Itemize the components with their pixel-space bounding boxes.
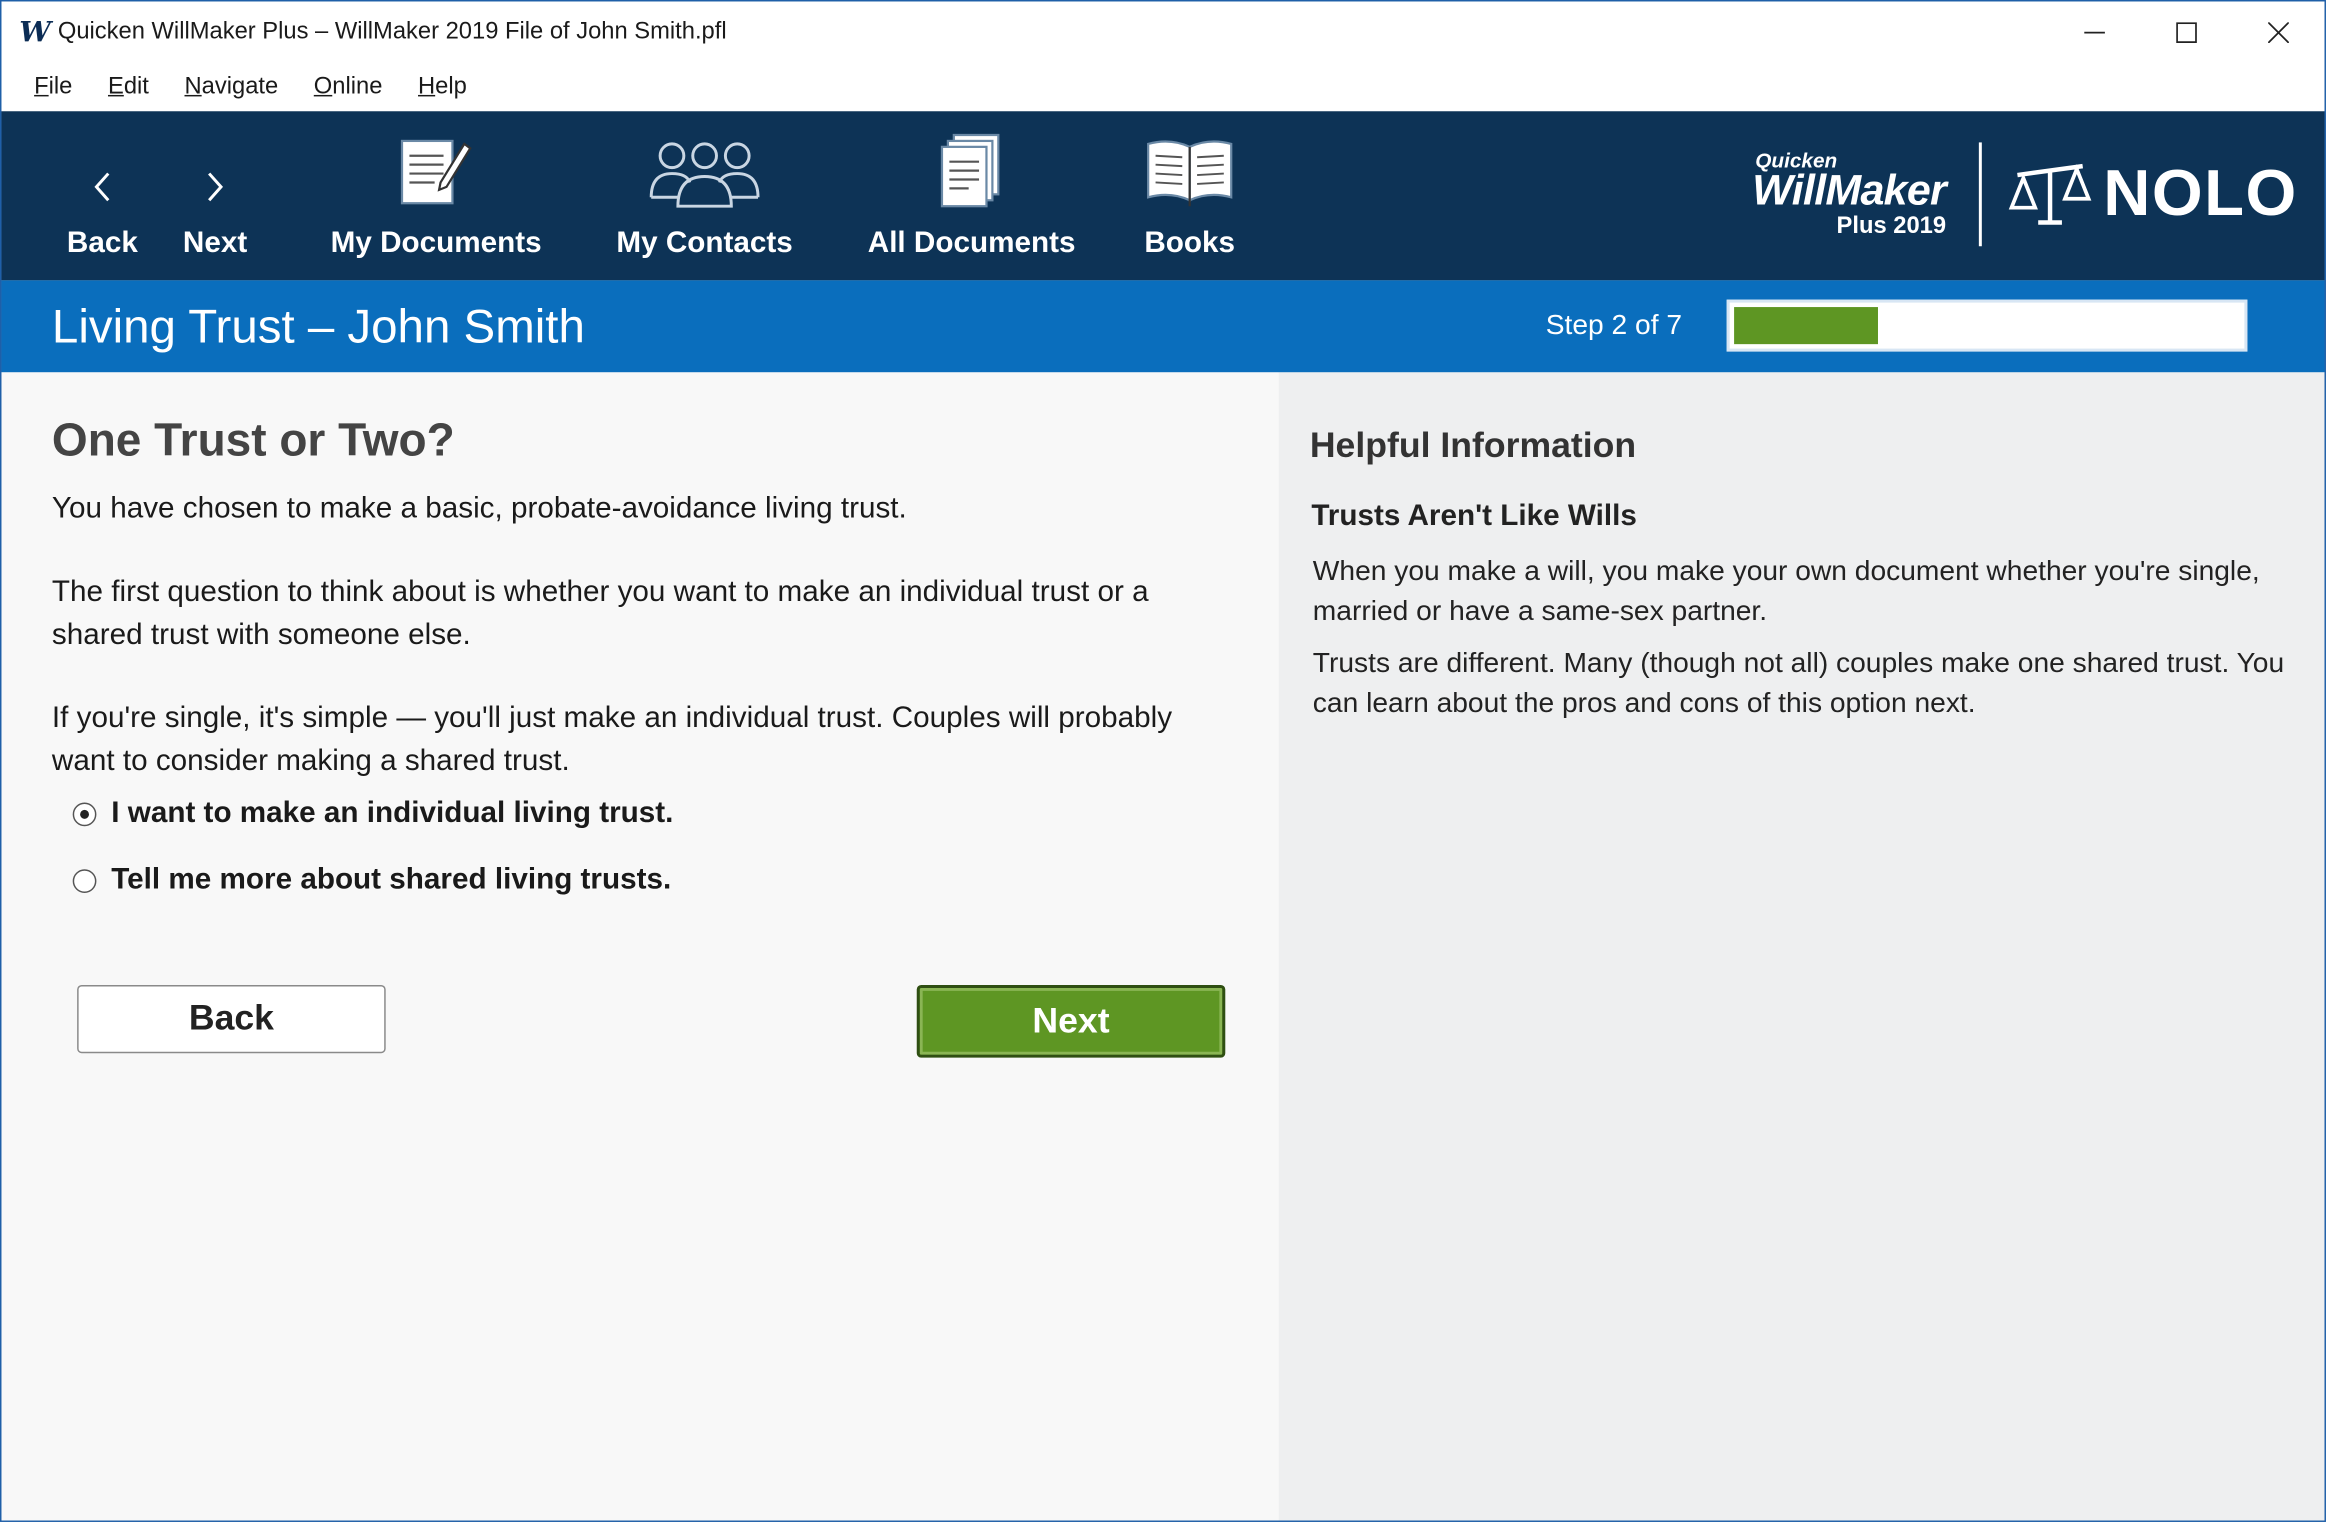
nolo-wordmark: NOLO <box>2103 157 2298 230</box>
scales-icon <box>2008 160 2091 228</box>
menu-edit-key: E <box>107 74 124 100</box>
option-individual-trust[interactable] <box>73 797 674 831</box>
progress-bar <box>1727 300 2248 352</box>
window-controls <box>2049 1 2325 63</box>
menu-navigate-rest: avigate <box>201 74 279 100</box>
toolbar-back-button[interactable] <box>61 111 144 280</box>
toolbar-next-button[interactable] <box>174 111 257 280</box>
question-paragraph: The first question to think about is whether you want to make an individual trust or a shared trust with someone else. <box>51 575 1149 652</box>
help-paragraph: Trusts are different. Many (though not all) couples make one shared trust. You can learn about the pros and cons of this option next. <box>1312 648 2285 720</box>
menu-online-rest: nline <box>332 74 383 100</box>
help-paragraph: When you make a will, you make your own document whether you're single, married or have a same-sex partner. <box>1312 556 2260 628</box>
toolbar-next-label: Next <box>182 226 248 260</box>
toolbar-my-contacts-button[interactable] <box>607 111 803 280</box>
title-bar <box>1 1 2324 63</box>
step-indicator: Step 2 of 7 <box>1545 310 1683 342</box>
help-title: Helpful Information <box>1309 425 1637 466</box>
contacts-icon <box>645 111 764 215</box>
minimize-button[interactable] <box>2049 1 2141 63</box>
radio-button[interactable] <box>73 802 97 826</box>
menu-navigate-key: N <box>184 74 202 100</box>
document-header <box>1 280 2324 372</box>
help-pane <box>1279 372 2326 1522</box>
nolo-logo <box>2008 157 2297 231</box>
progress-bar-fill <box>1734 307 1878 344</box>
help-subtitle: Trusts Aren't Like Wills <box>1311 499 1637 533</box>
menu-help[interactable] <box>400 74 484 101</box>
toolbar-all-documents-button[interactable] <box>862 111 1082 280</box>
toolbar-all-documents-label: All Documents <box>867 226 1076 260</box>
brand-area <box>1752 141 2297 248</box>
content-area <box>1 372 2325 1522</box>
menu-file[interactable] <box>16 74 90 101</box>
menu-help-key: H <box>418 74 436 100</box>
toolbar-books-label: Books <box>1144 226 1236 260</box>
chevron-left-icon <box>88 111 118 215</box>
document-title: Living Trust – John Smith <box>51 299 585 354</box>
willmaker-logo <box>1752 150 1946 239</box>
menu-edit[interactable] <box>90 74 167 101</box>
minimize-icon <box>2084 22 2105 43</box>
maximize-icon <box>2176 22 2197 43</box>
close-button[interactable] <box>2233 1 2325 63</box>
document-edit-icon <box>396 111 476 215</box>
toolbar-my-contacts-label: My Contacts <box>616 226 793 260</box>
question-paragraph: You have chosen to make a basic, probate-avoidance living trust. <box>51 492 907 526</box>
next-button[interactable]: Next <box>917 985 1226 1058</box>
menu-help-rest: elp <box>435 74 467 100</box>
question-paragraph: If you're single, it's simple — you'll just make an individual trust. Couples will probably want to consider making a shared trust. <box>51 701 1173 778</box>
brand-divider <box>1979 142 1982 246</box>
back-button[interactable]: Back <box>77 985 386 1053</box>
main-toolbar <box>1 111 2324 280</box>
menu-navigate[interactable] <box>167 74 296 101</box>
option-shared-trust-info[interactable] <box>73 863 672 897</box>
menu-edit-rest: dit <box>123 74 149 100</box>
menu-bar <box>1 64 2324 111</box>
toolbar-books-button[interactable] <box>1138 111 1242 280</box>
willmaker-wordmark: WillMaker <box>1752 167 1947 216</box>
window-title: Quicken WillMaker Plus – WillMaker 2019 File of John Smith.pfl <box>57 19 727 45</box>
menu-file-rest: ile <box>48 74 73 100</box>
toolbar-my-documents-label: My Documents <box>330 226 542 260</box>
option-label: Tell me more about shared living trusts. <box>111 863 672 896</box>
toolbar-my-documents-button[interactable] <box>322 111 550 280</box>
documents-stack-icon <box>939 111 1004 215</box>
question-title: One Trust or Two? <box>51 413 455 466</box>
close-icon <box>2268 22 2289 43</box>
toolbar-back-label: Back <box>66 226 138 260</box>
open-book-icon <box>1144 111 1236 215</box>
menu-online-key: O <box>313 74 333 100</box>
app-icon: W <box>19 16 51 49</box>
willmaker-edition: Plus 2019 <box>1836 213 1947 239</box>
option-label: I want to make an individual living trust. <box>111 796 674 830</box>
question-pane <box>1 372 1278 1522</box>
quicken-wordmark: Quicken <box>1755 148 1838 173</box>
maximize-button[interactable] <box>2141 1 2233 63</box>
chevron-right-icon <box>200 111 230 215</box>
menu-file-key: F <box>34 74 49 100</box>
menu-online[interactable] <box>296 74 400 101</box>
radio-button[interactable] <box>73 869 97 893</box>
